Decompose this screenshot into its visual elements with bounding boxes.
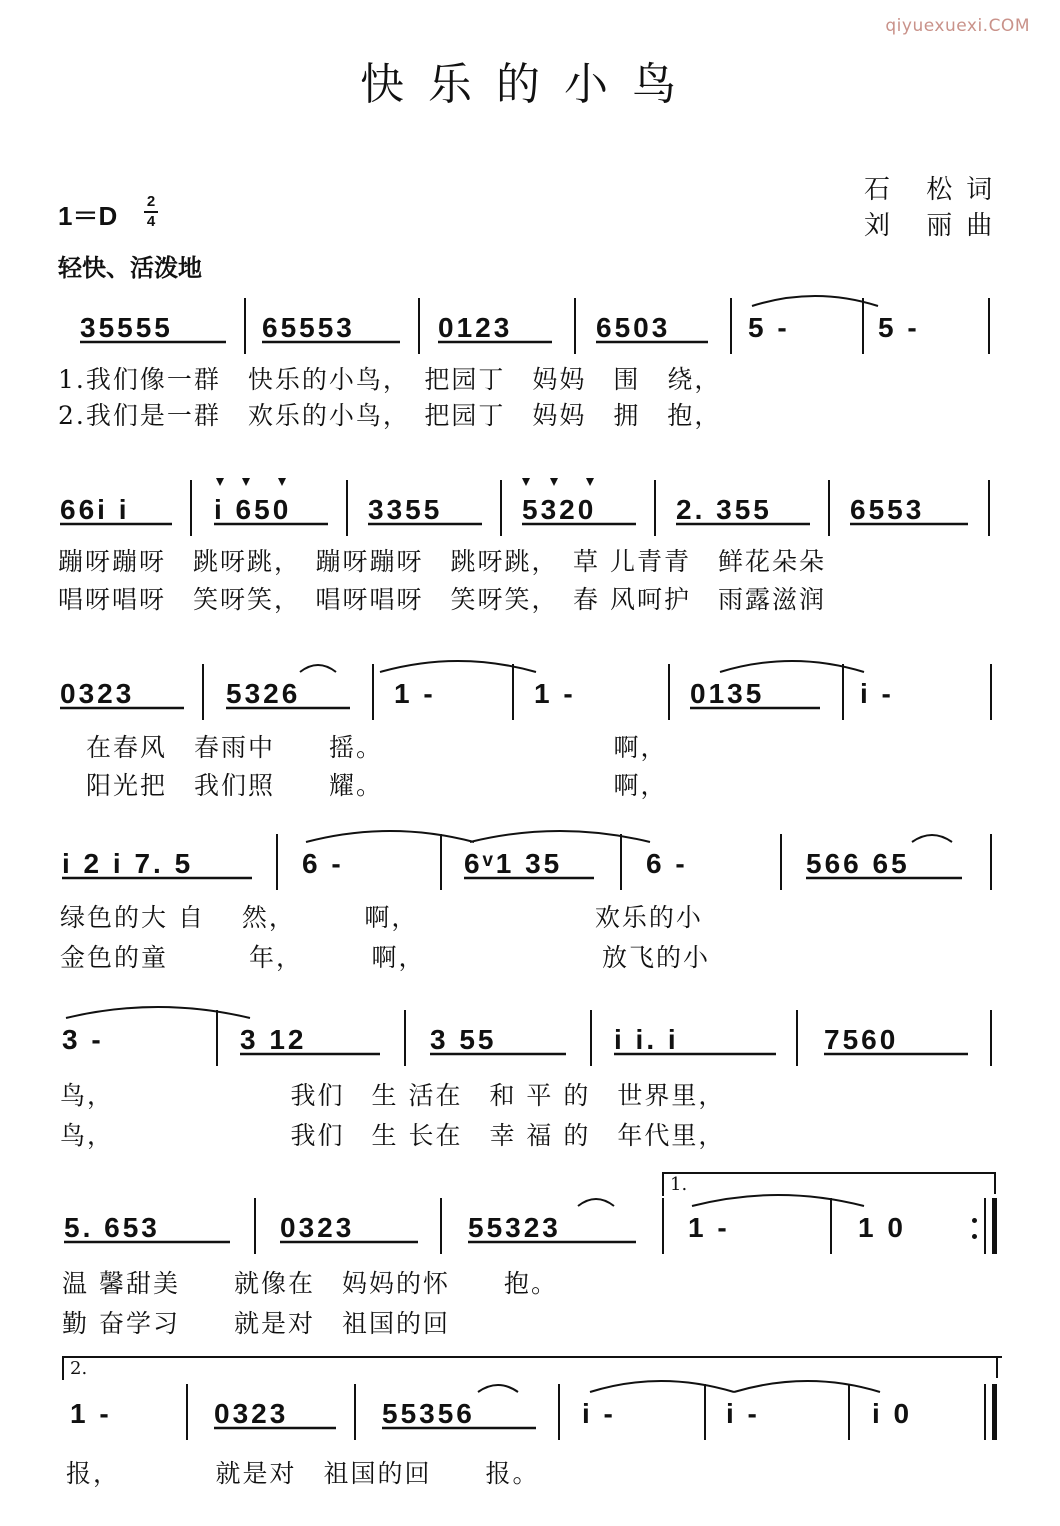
composer-credit: 刘 丽曲 xyxy=(864,211,1007,241)
measure: 3355 xyxy=(368,494,443,525)
measure: 7560 xyxy=(824,1024,899,1055)
lyric-verse-2: 金色的童 年， 啊， 放飞的小 xyxy=(60,943,711,972)
lyricist-credit: 石 松词 xyxy=(864,175,1007,205)
measure: 5320 xyxy=(522,494,597,525)
staccato-mark xyxy=(242,478,250,486)
measure: 566 65 xyxy=(806,848,910,879)
measure: 3 - xyxy=(62,1024,104,1055)
measure: 6503 xyxy=(596,312,671,343)
lyric-verse-2: 2.我们是一群 欢乐的小鸟， 把园丁 妈妈 拥 抱， xyxy=(58,401,722,430)
slur-arc xyxy=(578,1199,614,1206)
lyric-verse-1: 鸟， 我们 生 活在 和 平 的 世界里， xyxy=(60,1081,726,1110)
measure: 0323 xyxy=(214,1398,289,1429)
time-signature-top: 2 xyxy=(146,193,156,210)
tie-arc xyxy=(752,296,878,306)
lyric-verse-1: 绿色的大 自 然， 啊， 欢乐的小 xyxy=(60,903,703,932)
key-signature: 1＝D xyxy=(58,201,118,231)
measure: 55356 xyxy=(382,1398,475,1429)
measure: 5 - xyxy=(748,312,790,343)
measure: 1 0 xyxy=(858,1212,906,1243)
slur-arc xyxy=(720,661,864,672)
measure: 0323 xyxy=(60,678,135,709)
measure: 35555 xyxy=(80,312,173,343)
measure: 6 - xyxy=(302,848,344,879)
tie-arc xyxy=(380,661,536,672)
staccato-mark xyxy=(278,478,286,486)
staccato-mark xyxy=(550,478,558,486)
lyric-verse-1: 在春风 春雨中 摇。 啊， xyxy=(86,733,668,762)
measure: 0135 xyxy=(690,678,765,709)
tie-arc xyxy=(590,1381,734,1392)
slur-arc xyxy=(478,1385,518,1392)
lyric-verse-1: 温 馨甜美 就像在 妈妈的怀 抱。 xyxy=(62,1269,558,1298)
tie-arc xyxy=(692,1195,864,1206)
tie-arc xyxy=(470,831,650,842)
volta-2-bracket: 2. xyxy=(62,1356,1002,1380)
lyric-verse-2: 勤 奋学习 就是对 祖国的回 xyxy=(62,1309,450,1338)
lyric-verse-1: 1.我们像一群 快乐的小鸟， 把园丁 妈妈 围 绕， xyxy=(58,365,722,394)
measure: 2. 355 xyxy=(676,494,772,525)
measure: i - xyxy=(860,678,894,709)
lyric-verse-1: 蹦呀蹦呀 跳呀跳， 蹦呀蹦呀 跳呀跳， 草 儿青青 鲜花朵朵 xyxy=(58,547,826,576)
measure: 1 - xyxy=(688,1212,730,1243)
measure: 65553 xyxy=(262,312,355,343)
measure: 6 - xyxy=(646,848,688,879)
lyric-verse-2: 阳光把 我们照 耀。 啊， xyxy=(86,771,668,800)
measure: 5326 xyxy=(226,678,301,709)
watermark: qiyuexuexi.COM xyxy=(885,16,1030,36)
measure: 1 - xyxy=(394,678,436,709)
lyric-verse-2: 鸟， 我们 生 长在 幸 福 的 年代里， xyxy=(60,1121,726,1150)
song-title: 快乐的小鸟 xyxy=(360,59,700,110)
tie-arc xyxy=(66,1007,250,1018)
measure: 0323 xyxy=(280,1212,355,1243)
tie-arc xyxy=(306,831,474,842)
slur-arc xyxy=(912,835,952,842)
measure: i i. i xyxy=(614,1024,679,1055)
tempo-marking: 轻快、活泼地 xyxy=(58,254,202,282)
tie-arc xyxy=(734,1381,880,1392)
time-signature-bottom: 4 xyxy=(146,213,156,230)
lyric-verse-2: 唱呀唱呀 笑呀笑， 唱呀唱呀 笑呀笑， 春 风呵护 雨露滋润 xyxy=(58,585,826,614)
staccato-mark xyxy=(586,478,594,486)
staccato-mark xyxy=(522,478,530,486)
lyric-verse-1: 报， 就是对 祖国的回 报。 xyxy=(66,1459,540,1488)
measure: 0123 xyxy=(438,312,513,343)
measure: 6553 xyxy=(850,494,925,525)
measure: 66i i xyxy=(60,494,130,525)
measure: 55323 xyxy=(468,1212,561,1243)
measure: 5 - xyxy=(878,312,920,343)
measure: 3 55 xyxy=(430,1024,497,1055)
measure: i 2 i 7. 5 xyxy=(62,848,194,879)
measure: i - xyxy=(726,1398,760,1429)
slur-arc xyxy=(300,665,336,672)
measure: i 650 xyxy=(214,494,292,525)
volta-1-bracket: 1. xyxy=(662,1172,996,1196)
staccato-mark xyxy=(216,478,224,486)
measure: 5. 653 xyxy=(64,1212,160,1243)
measure: 1 - xyxy=(534,678,576,709)
measure: i 0 xyxy=(872,1398,913,1429)
measure: 6ᵛ1 35 xyxy=(464,848,563,879)
measure: 1 - xyxy=(70,1398,112,1429)
measure: 3 12 xyxy=(240,1024,307,1055)
measure: i - xyxy=(582,1398,616,1429)
